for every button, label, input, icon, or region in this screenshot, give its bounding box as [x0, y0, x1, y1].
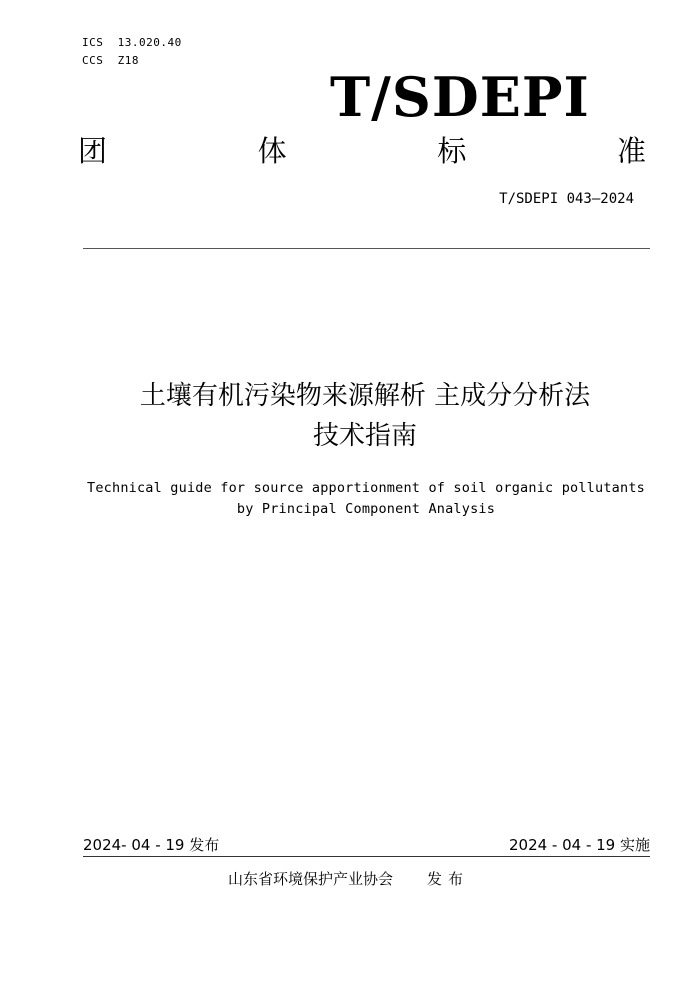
- standard-type-char: 标: [437, 134, 467, 168]
- publisher-action: 发布: [427, 870, 470, 888]
- title-cn-line1: 土壤有机污染物来源解析 主成分分析法: [139, 381, 591, 411]
- standard-type-char: 团: [78, 134, 108, 168]
- standard-type-char: 体: [257, 134, 287, 168]
- brand-logo: T/SDEPI: [330, 65, 590, 129]
- publisher: [228, 868, 469, 889]
- header-divider: [83, 248, 650, 249]
- issue-date: 2024- 04 - 19 发布: [83, 836, 220, 854]
- standard-type-char: 准: [616, 134, 646, 168]
- standard-number: T/SDEPI 043—2024: [499, 191, 634, 207]
- title-en-line1: Technical guide for source apportionment of soil organic pollutants: [87, 480, 645, 496]
- ics-code: ICS 13.020.40: [82, 36, 182, 49]
- title-en-line2: by Principal Component Analysis: [236, 501, 496, 517]
- title-cn-line2: 技术指南: [312, 421, 417, 451]
- ccs-code: CCS Z18: [82, 54, 139, 67]
- implement-date: 2024 - 04 - 19 实施: [508, 836, 650, 854]
- footer-divider: [83, 856, 650, 857]
- standard-type: [78, 134, 646, 169]
- publisher-name: 山东省环境保护产业协会: [228, 870, 394, 888]
